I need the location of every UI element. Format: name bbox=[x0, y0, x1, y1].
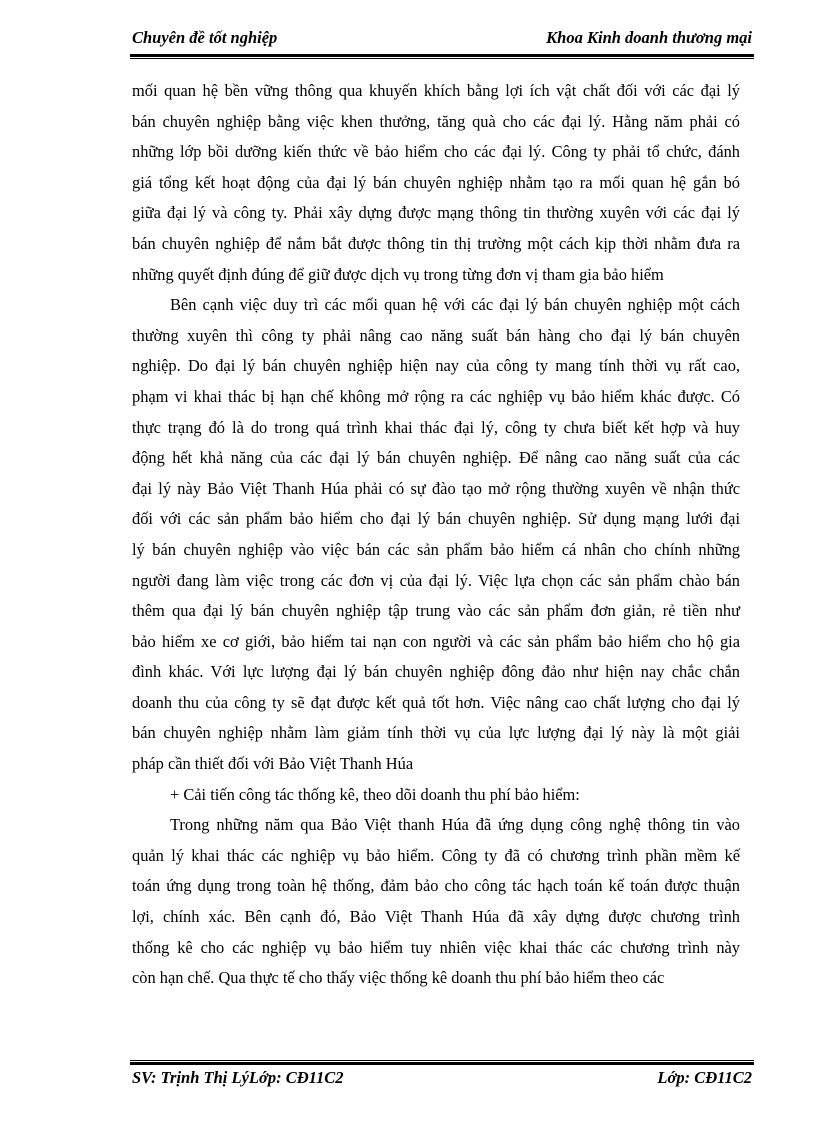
header-title-right: Khoa Kinh doanh thương mại bbox=[546, 28, 752, 47]
text-line: nghiệp. Do đại lý bán chuyên nghiệp hiện nay của công ty mang tính thời vụ rất cao, bbox=[132, 356, 740, 376]
text-line: bán chuyên nghiệp để nắm bắt được thông tin thị trường một cách kịp thời nhằm đưa ra bbox=[132, 233, 740, 253]
text-line: toán ứng dụng trong toàn hệ thống, đảm bảo cho công tác hạch toán kế toán được thuận bbox=[132, 876, 740, 896]
text-line: bán chuyên nghiệp bằng việc khen thưởng, tăng quà cho các đại lý. Hằng năm phải có bbox=[132, 111, 740, 131]
text-line: giữa đại lý và công ty. Phải xây dựng được mạng thông tin thường xuyên với các đại lý bbox=[132, 203, 740, 223]
text-line: đối với các sản phẩm bảo hiểm cho đại lý bán chuyên nghiệp. Sử dụng mạng lưới đại bbox=[132, 509, 740, 529]
body-text bbox=[132, 76, 740, 994]
text-line: mối quan hệ bền vững thông qua khuyến khích bằng lợi ích vật chất đối với các đại lý bbox=[132, 81, 740, 100]
text-line: thêm qua đại lý bán chuyên nghiệp tập trung vào các sản phẩm đơn giản, rẻ tiền như bbox=[132, 601, 740, 621]
text-line: đại lý này Bảo Việt Thanh Húa phải có sự đào tạo mở rộng thường xuyên về nhận thức bbox=[132, 478, 740, 498]
text-line: người đang làm việc trong các đơn vị của đại lý. Việc lựa chọn các sản phẩm chào bán bbox=[132, 570, 740, 590]
text-line: thường xuyên thì công ty phải nâng cao năng suất bán hàng cho đại lý bán chuyên bbox=[132, 325, 740, 345]
page-header bbox=[130, 26, 754, 54]
text-line: quản lý khai thác các nghiệp vụ bảo hiểm. Công ty đã có chương trình phần mềm kế bbox=[132, 845, 740, 865]
header-divider bbox=[130, 54, 754, 59]
text-line: thống kê cho các nghiệp vụ bảo hiểm tuy nhiên việc khai thác các chương trình này bbox=[132, 937, 740, 957]
text-line: Trong những năm qua Bảo Việt thanh Húa đã ứng dụng công nghệ thông tin vào bbox=[170, 815, 740, 835]
text-line: động hết khả năng của các đại lý bán chuyên nghiệp. Để nâng cao năng suất của các bbox=[132, 448, 740, 468]
text-line: những lớp bồi dưỡng kiến thức về bảo hiểm cho các đại lý. Công ty phải tổ chức, đánh bbox=[132, 142, 740, 162]
text-line: còn hạn chế. Qua thực tế cho thấy việc thống kê doanh thu phí bảo hiểm theo các bbox=[132, 968, 665, 988]
text-line: giá tổng kết hoạt động của đại lý bán chuyên nghiệp nhằm tạo ra mối quan hệ gắn bó bbox=[132, 172, 740, 192]
text-line: pháp cần thiết đối với Bảo Việt Thanh Húa bbox=[132, 754, 414, 774]
page-footer bbox=[130, 1068, 754, 1094]
footer-student-info: SV: Trịnh Thị LýLớp: CĐ11C2 bbox=[132, 1068, 344, 1087]
text-line: thực trạng đó là do trong quá trình khai thác đại lý, công ty chưa biết kết hợp và huy bbox=[132, 417, 740, 437]
footer-class-info: Lớp: CĐ11C2 bbox=[657, 1068, 752, 1087]
footer-divider bbox=[130, 1060, 754, 1065]
header-title-left: Chuyên đề tốt nghiệp bbox=[132, 28, 278, 47]
text-line: những quyết định đúng để giữ được dịch vụ trong từng đơn vị tham gia bảo hiểm bbox=[132, 264, 664, 284]
text-line: đình khác. Với lực lượng đại lý bán chuyên nghiệp đông đảo như hiện nay chắc chắn bbox=[132, 662, 740, 682]
text-line: + Cải tiến công tác thống kê, theo dõi doanh thu phí bảo hiểm: bbox=[170, 784, 580, 804]
text-line: lý bán chuyên nghiệp vào việc bán các sản phẩm bảo hiểm cá nhân cho chính những bbox=[132, 539, 740, 559]
text-line: bảo hiểm xe cơ giới, bảo hiểm tai nạn con người và các sản phẩm bảo hiểm cho hộ gia bbox=[132, 631, 740, 651]
text-line: bán chuyên nghiệp nhằm làm giảm tính thời vụ của lực lượng đại lý này là một giải bbox=[132, 723, 740, 743]
text-line: lợi, chính xác. Bên cạnh đó, Bảo Việt Thanh Húa đã xây dựng được chương trình bbox=[132, 907, 740, 927]
text-line: Bên cạnh việc duy trì các mối quan hệ với các đại lý bán chuyên nghiệp một cách bbox=[170, 295, 740, 315]
text-line: phạm vi khai thác bị hạn chế không mở rộng ra các nghiệp vụ bảo hiểm khác được. Có bbox=[132, 386, 740, 406]
text-line: doanh thu của công ty sẽ đạt được kết quả tốt hơn. Việc nâng cao chất lượng cho đại lý bbox=[132, 692, 740, 712]
